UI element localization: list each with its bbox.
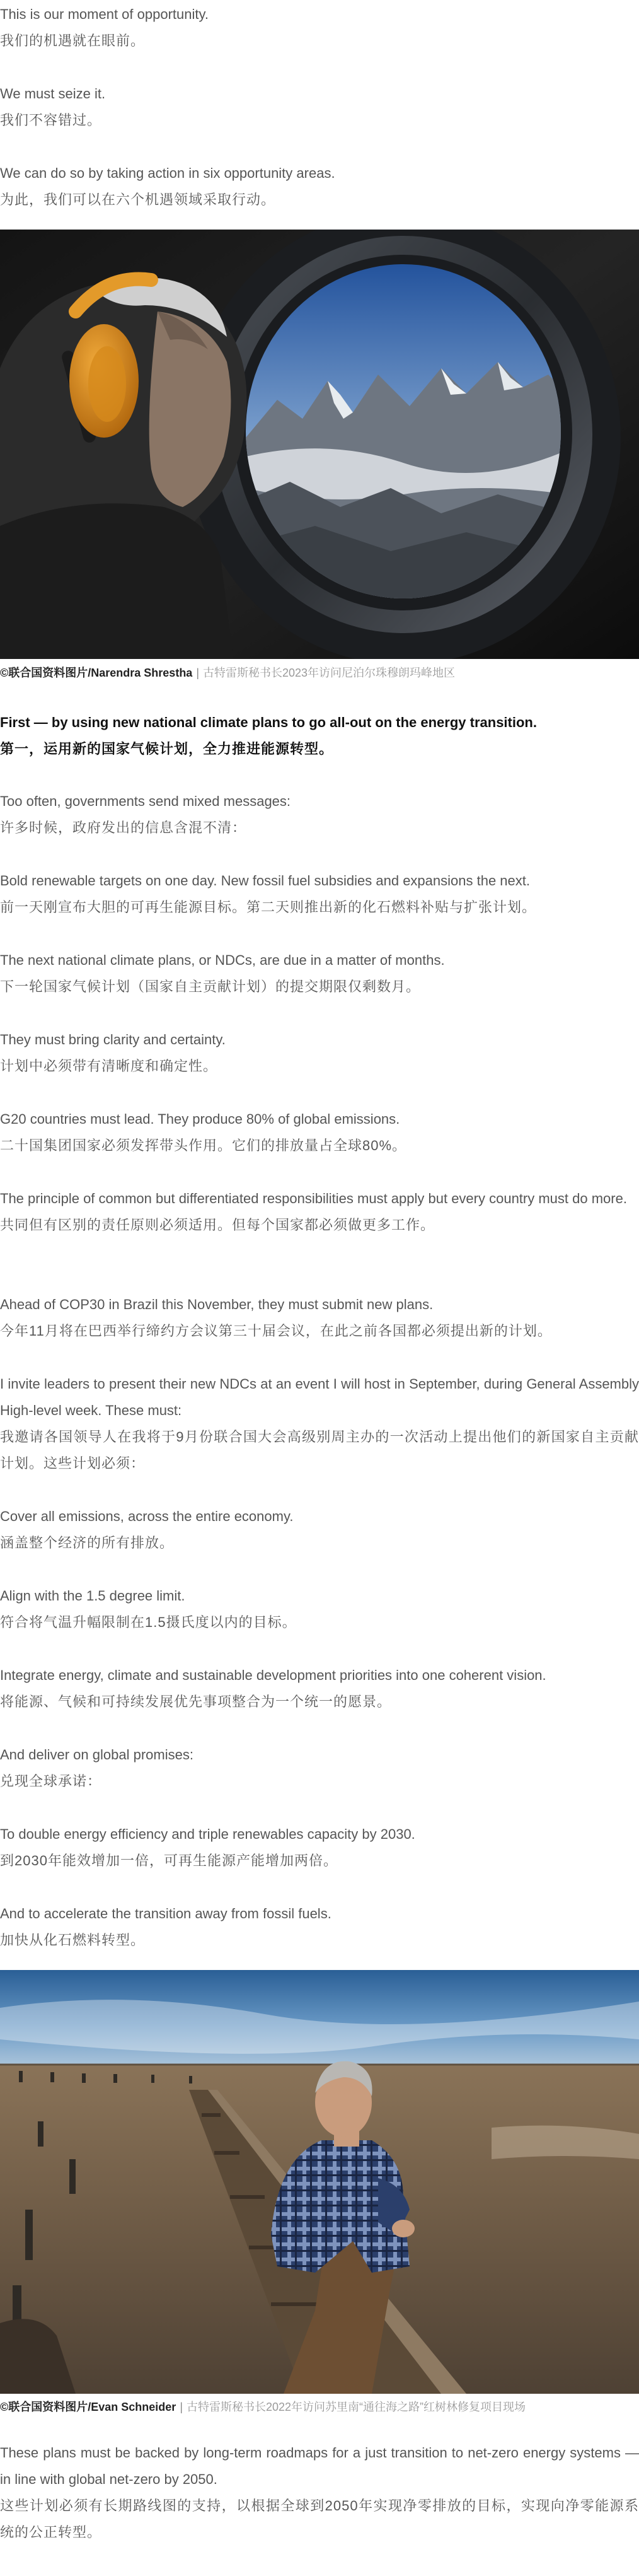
paragraph-mixed-messages xyxy=(0,788,639,841)
paragraph-en: Align with the 1.5 degree limit. xyxy=(0,1588,185,1604)
photo-caption: 古特雷斯秘书长2022年访问苏里南“通往海之路”红树林修复项目现场 xyxy=(187,2401,526,2413)
paragraph-first-area xyxy=(0,709,639,762)
paragraph-align-1-5 xyxy=(0,1583,639,1636)
paragraph-invite-leaders xyxy=(0,1371,639,1477)
paragraph-ndcs-due xyxy=(0,947,639,1000)
paragraph-zh: 涵盖整个经济的所有排放。 xyxy=(0,1535,175,1551)
paragraph-fossil-transition xyxy=(0,1901,639,1954)
paragraph-en: They must bring clarity and certainty. xyxy=(0,1032,226,1047)
paragraph-en: This is our moment of opportunity. xyxy=(0,6,209,22)
photo-jetty-sea xyxy=(0,1970,639,2394)
paragraph-en: Cover all emissions, across the entire economy. xyxy=(0,1508,294,1524)
paragraph-cop30 xyxy=(0,1291,639,1344)
paragraph-en: Integrate energy, climate and sustainable development priorities into one coherent vision. xyxy=(0,1667,546,1683)
paragraph-zh: 为此，我们可以在六个机遇领域采取行动。 xyxy=(0,192,276,207)
paragraph-en: G20 countries must lead. They produce 80% of global emissions. xyxy=(0,1111,400,1127)
paragraph-en: Bold renewable targets on one day. New fossil fuel subsidies and expansions the next. xyxy=(0,873,530,889)
paragraph-clarity xyxy=(0,1027,639,1080)
paragraph-en: To double energy efficiency and triple renewables capacity by 2030. xyxy=(0,1826,415,1842)
paragraph-opportunity xyxy=(0,1,639,54)
paragraph-double-efficiency xyxy=(0,1821,639,1874)
paragraph-zh: 兑现全球承诺： xyxy=(0,1773,102,1789)
paragraph-en: I invite leaders to present their new NDCs at an event I will host in September, during General Assembly High-level week. These must: xyxy=(0,1376,639,1418)
paragraph-zh: 到2030年能效增加一倍，可再生能源产能增加两倍。 xyxy=(0,1853,338,1868)
paragraph-roadmaps xyxy=(0,2440,639,2546)
paragraph-zh: 我们不容错过。 xyxy=(0,112,102,128)
jetty-sea-image xyxy=(0,1970,639,2394)
paragraph-en: The principle of common but differentiated responsibilities must apply but every country must do more. xyxy=(0,1191,627,1206)
paragraph-en: And deliver on global promises: xyxy=(0,1747,193,1763)
paragraph-principle xyxy=(0,1186,639,1238)
paragraph-zh: 我邀请各国领导人在我将于9月份联合国大会高级别周主办的一次活动上提出他们的新国家自主贡献计划。这些计划必须： xyxy=(0,1429,639,1471)
paragraph-zh: 共同但有区别的责任原则必须适用。但每个国家都必须做更多工作。 xyxy=(0,1217,435,1233)
paragraph-zh: 我们的机遇就在眼前。 xyxy=(0,33,146,49)
paragraph-seize xyxy=(0,81,639,134)
paragraph-zh: 这些计划必须有长期路线图的支持，以根据全球到2050年实现净零排放的目标，实现向净零能源系统的公正转型。 xyxy=(0,2498,639,2540)
photo-credit-2 xyxy=(0,2399,639,2415)
photo-helicopter-window xyxy=(0,230,639,659)
photo-source: ©联合国资料图片/Evan Schneider xyxy=(0,2401,176,2413)
paragraph-en: Ahead of COP30 in Brazil this November, they must submit new plans. xyxy=(0,1297,434,1312)
paragraph-renewable-targets xyxy=(0,868,639,921)
paragraph-integrate xyxy=(0,1662,639,1715)
paragraph-zh: 许多时候，政府发出的信息含混不清： xyxy=(0,820,247,836)
photo-source: ©联合国资料图片/Narendra Shrestha xyxy=(0,667,193,679)
paragraph-zh: 下一轮国家气候计划（国家自主贡献计划）的提交期限仅剩数月。 xyxy=(0,979,421,994)
paragraph-zh: 二十国集团国家必须发挥带头作用。它们的排放量占全球80%。 xyxy=(0,1138,407,1153)
paragraph-cover-emissions xyxy=(0,1503,639,1556)
helicopter-window-image xyxy=(0,230,639,659)
paragraph-en: The next national climate plans, or NDCs, are due in a matter of months. xyxy=(0,952,445,968)
paragraph-en: And to accelerate the transition away from fossil fuels. xyxy=(0,1906,331,1921)
paragraph-zh: 符合将气温升幅限制在1.5摄氏度以内的目标。 xyxy=(0,1614,297,1630)
paragraph-zh: 加快从化石燃料转型。 xyxy=(0,1932,146,1948)
credit-separator: | xyxy=(196,667,200,679)
paragraph-en: These plans must be backed by long-term roadmaps for a just transition to net-zero energy systems — in line with global net-zero by 2050. xyxy=(0,2445,639,2487)
paragraph-en: We can do so by taking action in six opportunity areas. xyxy=(0,165,335,181)
paragraph-zh: 将能源、气候和可持续发展优先事项整合为一个统一的愿景。 xyxy=(0,1694,392,1710)
credit-separator: | xyxy=(180,2401,183,2413)
paragraph-zh: 前一天刚宣布大胆的可再生能源目标。第二天则推出新的化石燃料补贴与扩张计划。 xyxy=(0,899,537,915)
paragraph-zh: 今年11月将在巴西举行缔约方会议第三十届会议，在此之前各国都必须提出新的计划。 xyxy=(0,1323,552,1339)
paragraph-g20 xyxy=(0,1106,639,1159)
paragraph-en: First — by using new national climate plans to go all-out on the energy transition. xyxy=(0,714,537,730)
paragraph-en: Too often, governments send mixed messages: xyxy=(0,793,291,809)
paragraph-zh: 第一，运用新的国家气候计划，全力推进能源转型。 xyxy=(0,741,334,757)
paragraph-zh: 计划中必须带有清晰度和确定性。 xyxy=(0,1058,218,1074)
photo-caption: 古特雷斯秘书长2023年访问尼泊尔珠穆朗玛峰地区 xyxy=(203,667,456,679)
paragraph-global-promises xyxy=(0,1742,639,1795)
paragraph-six-areas xyxy=(0,160,639,213)
paragraph-en: We must seize it. xyxy=(0,86,106,102)
photo-credit-1 xyxy=(0,665,639,680)
